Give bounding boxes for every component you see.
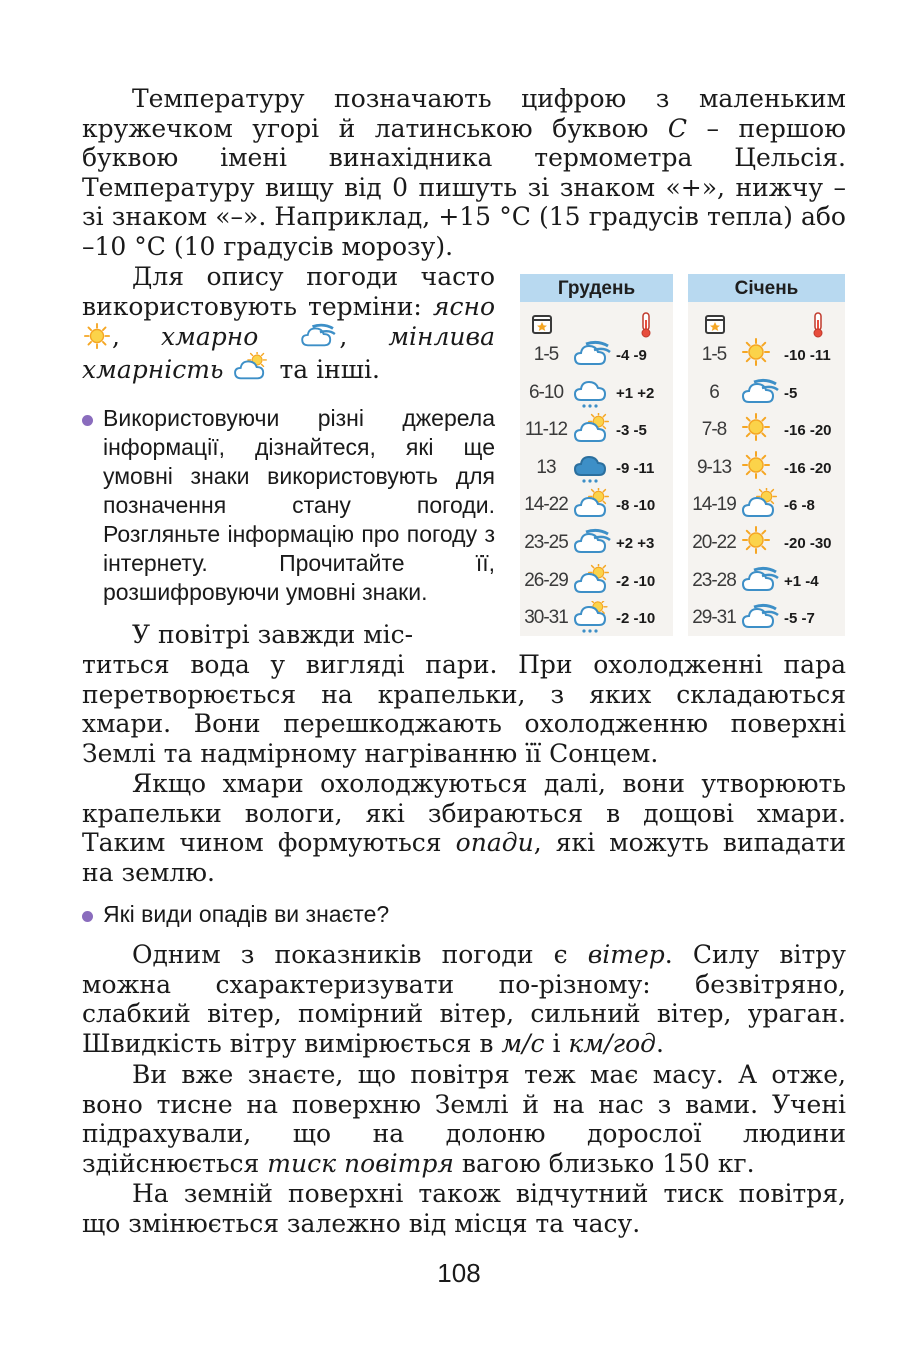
date-range: 23-28	[692, 569, 736, 591]
term-clear: ясно	[432, 291, 495, 321]
month-header-january: Січень	[688, 274, 845, 302]
bullet-icon	[82, 911, 93, 922]
temperature: -16 -20	[784, 459, 832, 477]
term-precipitation: опади	[455, 828, 534, 858]
date-range: 26-29	[524, 569, 568, 591]
cloudy-wind-icon	[574, 526, 612, 556]
p5-text: Одним з показників погоди є	[132, 940, 588, 969]
p1-text: Температуру позначають цифрою з маленьким кружечком угорі й латинською буквою	[82, 84, 846, 143]
paragraph-wind	[82, 940, 846, 1058]
temperature: -4 -9	[616, 347, 647, 364]
p4-end: , які можуть випадати на землю.	[82, 828, 847, 887]
date-range: 1-5	[533, 344, 559, 365]
term-wind: вітер	[587, 940, 665, 969]
weather-row	[688, 524, 844, 560]
task-text: Які види опадів ви знаєте?	[103, 901, 390, 927]
partly-cloudy-icon	[742, 488, 778, 520]
p5-end: .	[656, 1028, 664, 1058]
p4-text: Якщо хмари охолоджуються далі, вони утворюють крапельки вологи, які збираються в дощові хмари. Таким чином формуються	[82, 769, 846, 858]
date-range: 23-25	[524, 532, 568, 553]
p5-mid: . Силу вітру можна схарактеризувати по-різному: безвітряно, слабкий вітер, помірний вітер, сильний вітер, ураган. Швидкість вітру вимірюється в	[82, 940, 846, 1058]
temperature: -3 -5	[616, 422, 647, 440]
weather-row	[520, 374, 676, 410]
unit-ms: м/с	[501, 1028, 545, 1058]
partly-cloudy-icon	[574, 488, 610, 520]
date-range: 6	[709, 381, 719, 403]
paragraph-precipitation	[82, 769, 846, 887]
temperature: -5 -7	[784, 610, 815, 628]
cloudy-wind-icon	[574, 338, 612, 368]
p5-and: і	[544, 1028, 569, 1058]
weather-row	[520, 449, 676, 485]
cloud-snow-icon	[574, 376, 606, 410]
p3-text: титься вода у вигляді пари. При охолодженні пара перетворюється на крапельки, з яких складаються хмари. Вони перешкоджають охолодженню поверхні Землі та надмірному нагріванню її Сонцем.	[82, 650, 846, 768]
temperature: -16 -20	[784, 422, 832, 440]
paragraph-water-vapor-start	[82, 620, 495, 650]
bullet-icon	[82, 415, 93, 426]
weather-row	[520, 336, 676, 372]
temperature: -2 -10	[616, 572, 656, 590]
term-cloudy: хмарно	[161, 322, 259, 352]
temperature: -9 -11	[616, 459, 655, 477]
p6-text: Ви вже знаєте, що повітря теж має масу. А отже, воно тисне на поверхню Землі й на нас з вами. Учені підрахували, що на долоню дорослої людини здійснюється	[82, 1060, 846, 1178]
paragraph-water-vapor	[82, 650, 846, 768]
p2-end: та інші.	[279, 354, 380, 384]
p6-end: вагою близько 150 кг.	[453, 1148, 755, 1178]
term-variable-cloudiness: мінлива хмарність	[82, 322, 495, 384]
paragraph-weather-terms: Для опису погоди часто використовують терміни: ясно , хмарно , мінлива хмарність та інші.	[82, 262, 495, 384]
weather-row	[688, 411, 844, 447]
p1-rest: – першою буквою імені винахідника термометра Цельсія. Температуру вищу від 0 пишуть зі знаком «+», нижчу – зі знаком «–». Наприклад, +15 °С (15 градусів тепла) або –10 °С (10 градусів морозу).	[82, 113, 846, 261]
temperature: -2 -10	[616, 610, 656, 628]
weather-row	[688, 374, 844, 410]
p3-start: У повітрі завжди міс-	[132, 620, 414, 649]
thermometer-icon	[807, 312, 829, 338]
calendar-icon	[531, 312, 553, 336]
heavy-snow-icon	[574, 451, 606, 485]
weather-row	[688, 486, 844, 522]
sun-icon	[84, 323, 110, 349]
date-range: 6-10	[528, 381, 564, 403]
weather-row	[688, 336, 844, 372]
temperature: -8 -10	[616, 497, 656, 515]
weather-row	[520, 562, 676, 598]
paragraph-temperature	[82, 84, 846, 262]
weather-row	[520, 524, 676, 560]
cloudy-wind-icon	[742, 564, 780, 594]
term-air-pressure: тиск повітря	[267, 1148, 454, 1178]
temperature: +1 +2	[616, 384, 655, 402]
sun-icon	[742, 413, 770, 441]
thermometer-icon	[635, 312, 657, 338]
weather-row	[688, 562, 844, 598]
date-range: 13	[536, 456, 556, 478]
cloudy-wind-icon	[301, 321, 337, 349]
p7-text: На земній поверхні також відчутний тиск повітря, що змінюється залежно від місця та часу.	[82, 1179, 846, 1238]
month-header-december: Грудень	[520, 274, 673, 302]
partly-cloudy-icon	[574, 413, 610, 445]
paragraph-air-pressure	[82, 1060, 846, 1178]
weather-row	[520, 599, 676, 635]
sun-icon	[742, 338, 770, 366]
date-range: 7-8	[701, 419, 727, 441]
sun-icon	[742, 526, 770, 554]
sun-cloud-snow-icon	[574, 601, 610, 635]
weather-table	[517, 274, 845, 636]
task-weather-symbols	[82, 404, 495, 607]
page-number: 108	[437, 1258, 481, 1288]
p2-text: Для опису погоди часто використовують терміни:	[82, 262, 495, 321]
cloudy-wind-icon	[742, 376, 780, 406]
paragraph-pressure-variation	[82, 1179, 846, 1238]
temperature: -20 -30	[784, 535, 832, 552]
date-range: 14-22	[524, 494, 568, 516]
date-range: 30-31	[524, 607, 568, 629]
task-precipitation-types	[82, 900, 846, 929]
date-range: 29-31	[692, 607, 736, 629]
temperature: -10 -11	[784, 347, 831, 364]
p1-letter-c: C	[667, 113, 688, 143]
weather-row	[688, 449, 844, 485]
date-range: 11-12	[524, 419, 568, 441]
weather-row	[520, 411, 676, 447]
unit-kmh: км/год	[568, 1028, 657, 1058]
temperature: -5	[784, 384, 798, 402]
calendar-icon	[704, 312, 726, 336]
date-range: 14-19	[692, 494, 736, 516]
weather-row	[688, 599, 844, 635]
weather-row	[520, 486, 676, 522]
task-text: Використовуючи різні джерела інформації, дізнайтеся, які ще умовні знаки використовують для позначення стану погоди. Розгляньте інформацію про погоду з інтернету. Прочитайте її, розшифровуючи умовні знаки.	[103, 405, 495, 605]
sun-icon	[742, 451, 770, 479]
partly-cloudy-icon	[233, 352, 269, 382]
cloudy-wind-icon	[742, 601, 780, 631]
temperature: -6 -8	[784, 497, 815, 515]
temperature: +2 +3	[616, 535, 655, 552]
date-range: 20-22	[692, 532, 736, 553]
temperature: +1 -4	[784, 572, 819, 590]
date-range: 9-13	[696, 456, 732, 478]
date-range: 1-5	[701, 344, 727, 365]
partly-cloudy-icon	[574, 564, 610, 596]
